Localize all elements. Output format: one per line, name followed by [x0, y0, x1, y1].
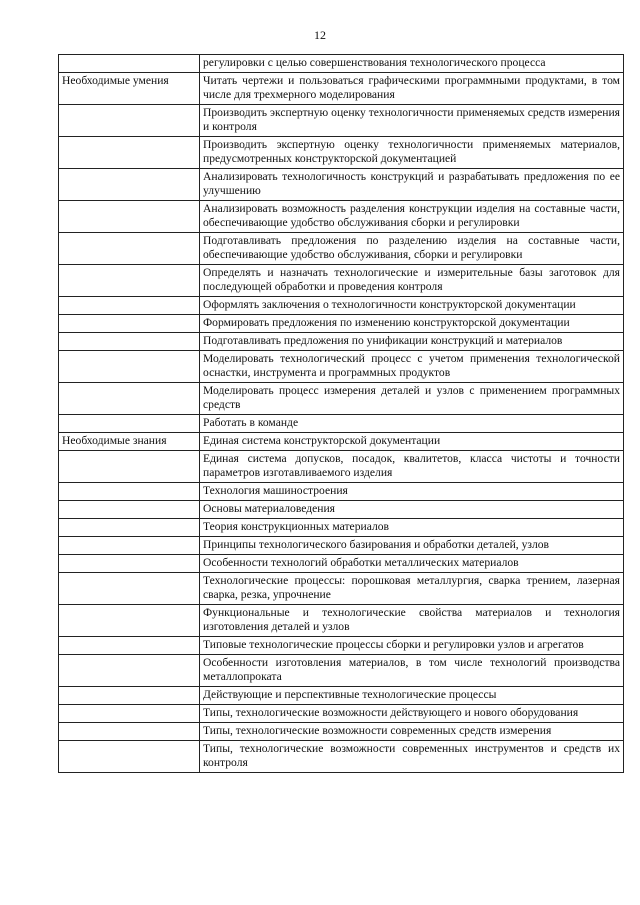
empty-label-cell: [59, 415, 200, 433]
empty-label-cell: [59, 741, 200, 773]
requirement-item: Работать в команде: [200, 415, 624, 433]
table-row: [59, 655, 624, 687]
page-number: 12: [314, 28, 326, 42]
section-title: Необходимые знания: [59, 433, 200, 451]
table-row: [59, 723, 624, 741]
section-title: Необходимые умения: [59, 73, 200, 105]
empty-label-cell: [59, 537, 200, 555]
requirement-item: Единая система конструкторской документации: [200, 433, 624, 451]
table-row: [59, 537, 624, 555]
requirement-item: Теория конструкционных материалов: [200, 519, 624, 537]
requirement-item: Действующие и перспективные технологические процессы: [200, 687, 624, 705]
table-row: [59, 265, 624, 297]
requirement-item: Типовые технологические процессы сборки и регулировки узлов и агрегатов: [200, 637, 624, 655]
empty-label-cell: [59, 605, 200, 637]
continued-text: регулировки с целью совершенствования технологического процесса: [200, 55, 624, 73]
requirement-item: Единая система допусков, посадок, квалитетов, класса чистоты и точности параметров изготавливаемого изделия: [200, 451, 624, 483]
table-row: [59, 687, 624, 705]
empty-label-cell: [59, 297, 200, 315]
requirement-item: Основы материаловедения: [200, 501, 624, 519]
requirements-table-body: [59, 55, 624, 773]
empty-label-cell: [59, 383, 200, 415]
table-row: [59, 483, 624, 501]
table-row: [59, 573, 624, 605]
empty-label-cell: [59, 723, 200, 741]
requirement-item: Особенности технологий обработки металлических материалов: [200, 555, 624, 573]
empty-label-cell: [59, 519, 200, 537]
requirement-item: Функциональные и технологические свойства материалов и технология изготовления деталей и узлов: [200, 605, 624, 637]
table-row: [59, 333, 624, 351]
requirement-item: Подготавливать предложения по разделению изделия на составные части, обеспечивающие удобство обслуживания, сборки и регулировки: [200, 233, 624, 265]
empty-label-cell: [59, 451, 200, 483]
table-row: [59, 741, 624, 773]
table-row: [59, 415, 624, 433]
requirement-item: Особенности изготовления материалов, в том числе технологий производства металлопроката: [200, 655, 624, 687]
requirement-item: Анализировать возможность разделения конструкции изделия на составные части, обеспечивающие удобство обслуживания сборки и регулировки: [200, 201, 624, 233]
table-row: [59, 383, 624, 415]
table-row-continued: [59, 55, 624, 73]
table-row: [59, 501, 624, 519]
table-row: [59, 351, 624, 383]
empty-label-cell: [59, 333, 200, 351]
empty-label-cell: [59, 265, 200, 297]
empty-label-cell: [59, 705, 200, 723]
requirement-item: Читать чертежи и пользоваться графическими программными продуктами, в том числе для трехмерного моделирования: [200, 73, 624, 105]
empty-label-cell: [59, 315, 200, 333]
requirement-item: Оформлять заключения о технологичности конструкторской документации: [200, 297, 624, 315]
table-row: [59, 201, 624, 233]
requirement-item: Технологические процессы: порошковая металлургия, сварка трением, лазерная сварка, резка, упрочнение: [200, 573, 624, 605]
table-row: [59, 519, 624, 537]
table-row: [59, 705, 624, 723]
empty-label-cell: [59, 501, 200, 519]
requirement-item: Определять и назначать технологические и измерительные базы заготовок для последующей обработки и проведения контроля: [200, 265, 624, 297]
requirements-table: [58, 54, 624, 773]
empty-label-cell: [59, 55, 200, 73]
empty-label-cell: [59, 637, 200, 655]
requirement-item: Производить экспертную оценку технологичности применяемых материалов, предусмотренных конструкторской документацией: [200, 137, 624, 169]
empty-label-cell: [59, 169, 200, 201]
requirement-item: Принципы технологического базирования и обработки деталей, узлов: [200, 537, 624, 555]
requirement-item: Подготавливать предложения по унификации конструкций и материалов: [200, 333, 624, 351]
requirement-item: Типы, технологические возможности действующего и нового оборудования: [200, 705, 624, 723]
empty-label-cell: [59, 655, 200, 687]
requirement-item: Моделировать технологический процесс с учетом применения технологической оснастки, инструмента и программных продуктов: [200, 351, 624, 383]
table-row: [59, 433, 624, 451]
requirement-item: Технология машиностроения: [200, 483, 624, 501]
empty-label-cell: [59, 555, 200, 573]
table-row: [59, 233, 624, 265]
requirement-item: Анализировать технологичность конструкций и разрабатывать предложения по ее улучшению: [200, 169, 624, 201]
empty-label-cell: [59, 351, 200, 383]
table-row: [59, 169, 624, 201]
requirement-item: Формировать предложения по изменению конструкторской документации: [200, 315, 624, 333]
empty-label-cell: [59, 483, 200, 501]
empty-label-cell: [59, 233, 200, 265]
table-row: [59, 605, 624, 637]
table-row: [59, 555, 624, 573]
requirement-item: Типы, технологические возможности современных инструментов и средств их контроля: [200, 741, 624, 773]
table-row: [59, 137, 624, 169]
empty-label-cell: [59, 105, 200, 137]
requirement-item: Производить экспертную оценку технологичности применяемых средств измерения и контроля: [200, 105, 624, 137]
table-row: [59, 637, 624, 655]
table-row: [59, 297, 624, 315]
empty-label-cell: [59, 573, 200, 605]
empty-label-cell: [59, 687, 200, 705]
requirement-item: Типы, технологические возможности современных средств измерения: [200, 723, 624, 741]
table-row: [59, 105, 624, 137]
requirement-item: Моделировать процесс измерения деталей и узлов с применением программных средств: [200, 383, 624, 415]
table-row: [59, 315, 624, 333]
table-row: [59, 451, 624, 483]
empty-label-cell: [59, 137, 200, 169]
empty-label-cell: [59, 201, 200, 233]
table-row: [59, 73, 624, 105]
